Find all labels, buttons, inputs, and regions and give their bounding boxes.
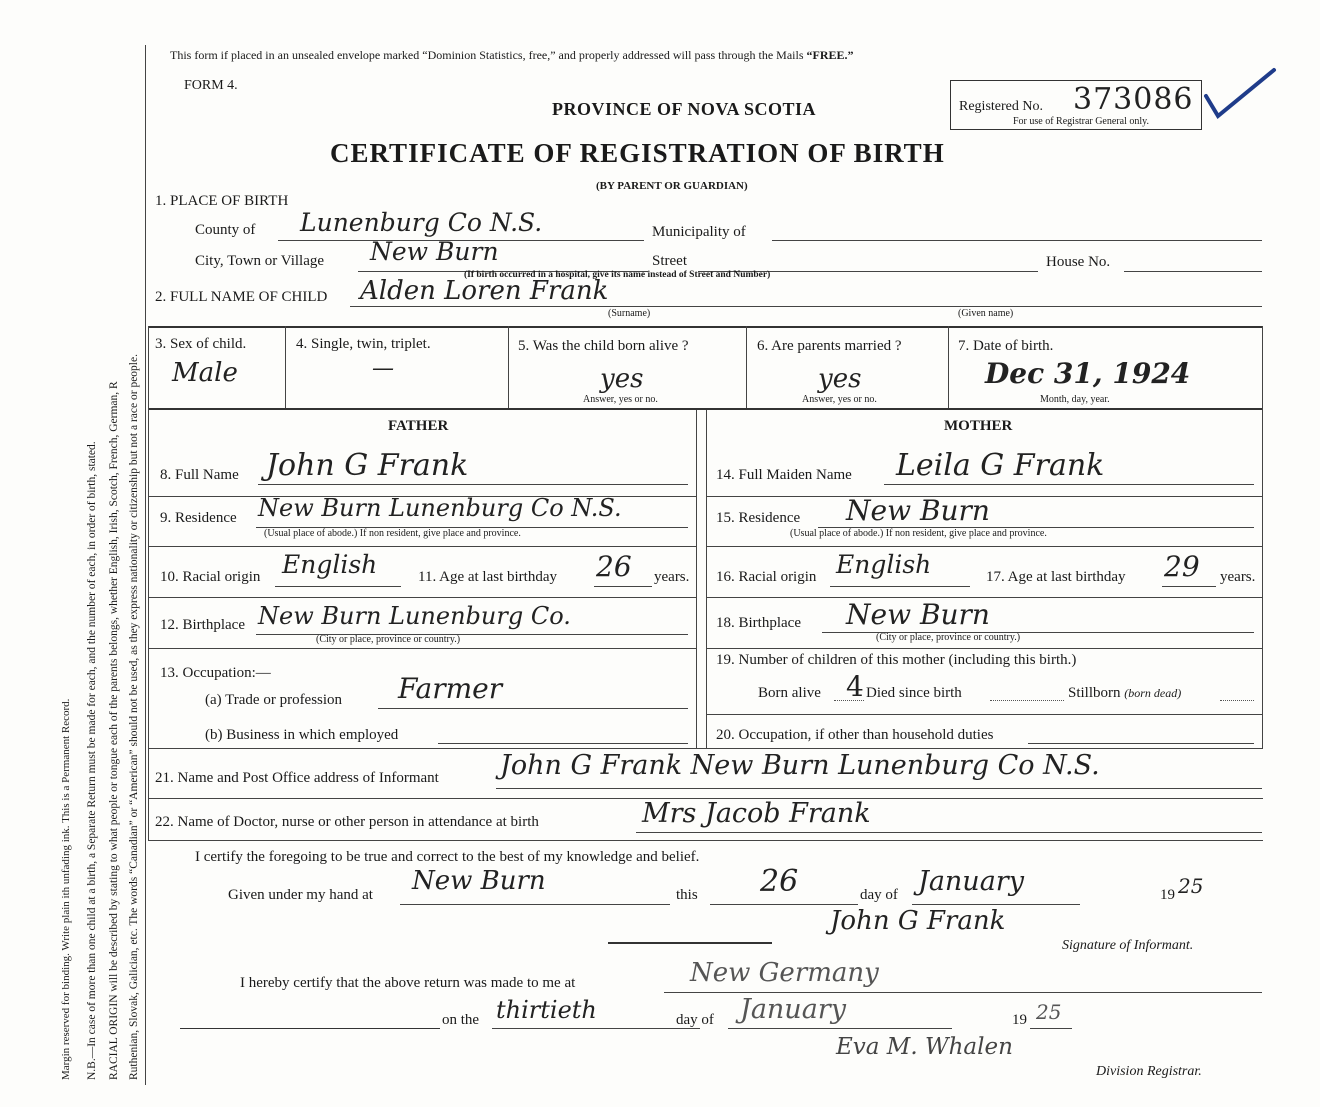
mother-age-label: 17. Age at last birthday: [986, 569, 1126, 585]
mother-birthplace-value: New Burn: [846, 598, 990, 631]
father-name-value: John G Frank: [266, 448, 469, 483]
registrar-year-prefix: 19: [1012, 1012, 1027, 1028]
province-heading: PROVINCE OF NOVA SCOTIA: [552, 99, 817, 119]
informant-label: 21. Name and Post Office address of Informant: [155, 770, 439, 786]
father-age-value: 26: [596, 550, 632, 583]
check-mark-icon: [1200, 66, 1280, 122]
date-of-birth-value: Dec 31, 1924: [985, 357, 1191, 390]
stillborn-label: Stillborn (born dead): [1068, 685, 1182, 701]
given-day-value: 26: [760, 864, 799, 899]
children-count-label: 19. Number of children of this mother (including this birth.): [716, 652, 1077, 668]
certificate-subtitle: (BY PARENT OR GUARDIAN): [596, 180, 748, 192]
given-day-of-label: day of: [860, 887, 898, 903]
mother-residence-label: 15. Residence: [716, 510, 801, 526]
father-heading: FATHER: [388, 418, 449, 434]
this-label: this: [676, 887, 698, 903]
mother-age-value: 29: [1164, 550, 1200, 583]
doctor-label: 22. Name of Doctor, nurse or other person in attendance at birth: [155, 814, 539, 830]
registered-note: For use of Registrar General only.: [1013, 116, 1149, 127]
sidebar-note-racial-origin: RACIAL ORIGIN will be described by stating to what people or tongue each of the parents belongs, whether English, Irish, Scotch, French, German, R: [108, 381, 120, 1080]
informant-value: John G Frank New Burn Lunenburg Co N.S.: [500, 750, 1100, 781]
mother-birthplace-label: 18. Birthplace: [716, 615, 801, 631]
registrar-certify-text: I hereby certify that the above return was made to me at: [240, 975, 576, 991]
father-birthplace-note: (City or place, province or country.): [316, 634, 461, 645]
father-age-label: 11. Age at last birthday: [418, 569, 557, 585]
mother-name-value: Leila G Frank: [896, 448, 1105, 483]
mother-name-label: 14. Full Maiden Name: [716, 467, 852, 483]
occupation-label: 13. Occupation:—: [160, 665, 271, 681]
father-residence-value: New Burn Lunenburg Co N.S.: [258, 494, 622, 522]
born-alive-count-label: Born alive: [758, 685, 821, 701]
sex-value: Male: [172, 358, 238, 388]
child-name-label: 2. FULL NAME OF CHILD: [155, 289, 328, 305]
father-age-years: years.: [654, 569, 690, 585]
registrar-place-value: New Germany: [690, 958, 879, 988]
registrar-day-of-label: day of: [676, 1012, 714, 1028]
hospital-note: (If birth occurred in a hospital, give its name instead of Street and Number): [464, 270, 771, 280]
form-number: FORM 4.: [184, 78, 238, 93]
mother-occupation-label: 20. Occupation, if other than household duties: [716, 727, 994, 743]
mother-residence-note: (Usual place of abode.) If non resident, give place and province.: [790, 528, 1047, 539]
date-of-birth-note: Month, day, year.: [1040, 394, 1110, 405]
single-twin-value: —: [372, 356, 394, 381]
mother-residence-value: New Burn: [846, 494, 990, 527]
surname-note: (Surname): [608, 308, 651, 319]
place-of-birth-heading: 1. PLACE OF BIRTH: [155, 193, 289, 209]
on-the-label: on the: [442, 1012, 480, 1028]
county-label: County of: [195, 222, 256, 238]
died-since-birth-label: Died since birth: [866, 685, 962, 701]
registrar-day-value: thirtieth: [496, 996, 597, 1024]
child-name-value: Alden Loren Frank: [360, 276, 609, 306]
father-racial-origin-label: 10. Racial origin: [160, 569, 261, 585]
certify-text: I certify the foregoing to be true and correct to the best of my knowledge and belief.: [195, 849, 700, 865]
street-label: Street: [652, 253, 687, 269]
sidebar-note-nationality: Ruthenian, Slovak, Galician, etc. The words “Canadian” or “American” should not be used, as they express nationality or citizenship but not a race or people.: [128, 354, 140, 1080]
registered-label: Registered No.: [959, 99, 1043, 114]
parents-married-label: 6. Are parents married ?: [757, 338, 902, 354]
registered-value: 373086: [1073, 82, 1194, 117]
father-name-label: 8. Full Name: [160, 467, 239, 483]
informant-signature-label: Signature of Informant.: [1062, 938, 1194, 953]
house-number-label: House No.: [1046, 254, 1111, 270]
registrar-month-value: January: [740, 994, 846, 1025]
born-alive-note: Answer, yes or no.: [583, 394, 658, 405]
county-value: Lunenburg Co N.S.: [300, 208, 543, 237]
city-value: New Burn: [370, 237, 499, 266]
father-residence-label: 9. Residence: [160, 510, 237, 526]
given-place-value: New Burn: [412, 866, 546, 896]
given-month-value: January: [918, 866, 1024, 897]
born-alive-value: yes: [600, 364, 644, 394]
parents-married-note: Answer, yes or no.: [802, 394, 877, 405]
given-under-label: Given under my hand at: [228, 887, 373, 903]
registrar-year-value: 25: [1036, 1000, 1062, 1024]
sidebar-note-binding: Margin reserved for binding. Write plain ith unfading ink. This is a Permanent Record.: [60, 698, 72, 1080]
mother-racial-origin-label: 16. Racial origin: [716, 569, 817, 585]
mother-racial-origin-value: English: [836, 550, 932, 579]
division-registrar-label: Division Registrar.: [1096, 1064, 1202, 1079]
given-year-value: 25: [1178, 874, 1204, 898]
trade-label: (a) Trade or profession: [205, 692, 343, 708]
sex-label: 3. Sex of child.: [155, 336, 247, 352]
doctor-value: Mrs Jacob Frank: [642, 798, 871, 829]
city-label: City, Town or Village: [195, 253, 325, 269]
date-of-birth-label: 7. Date of birth.: [958, 338, 1054, 354]
mailing-notice: This form if placed in an unsealed envelope marked “Dominion Statistics, free,” and properly addressed will pass through the Mails “FREE.”: [170, 48, 854, 62]
born-alive-label: 5. Was the child born alive ?: [518, 338, 689, 354]
registrar-signature: Eva M. Whalen: [836, 1034, 1013, 1060]
informant-signature: John G Frank: [830, 906, 1006, 936]
registered-number-box: [950, 80, 1202, 130]
parents-married-value: yes: [818, 364, 862, 394]
business-label: (b) Business in which employed: [205, 727, 399, 743]
municipality-label: Municipality of: [652, 224, 746, 240]
single-twin-label: 4. Single, twin, triplet.: [296, 336, 431, 352]
mother-age-years: years.: [1220, 569, 1256, 585]
father-birthplace-value: New Burn Lunenburg Co.: [258, 602, 571, 630]
certificate-title: CERTIFICATE OF REGISTRATION OF BIRTH: [330, 138, 945, 168]
given-year-prefix: 19: [1160, 887, 1175, 903]
born-alive-count-value: 4: [846, 670, 864, 703]
mother-birthplace-note: (City or place, province or country.): [876, 632, 1021, 643]
given-name-note: (Given name): [958, 308, 1014, 319]
father-residence-note: (Usual place of abode.) If non resident, give place and province.: [264, 528, 521, 539]
father-racial-origin-value: English: [282, 550, 378, 579]
sidebar-note-multiple-births: N.B.—In case of more than one child at a birth, a Separate Return must be made for each, and the number of each, in order of birth, stated.: [86, 441, 98, 1080]
mother-heading: MOTHER: [944, 418, 1013, 434]
father-birthplace-label: 12. Birthplace: [160, 617, 245, 633]
trade-value: Farmer: [398, 672, 503, 705]
